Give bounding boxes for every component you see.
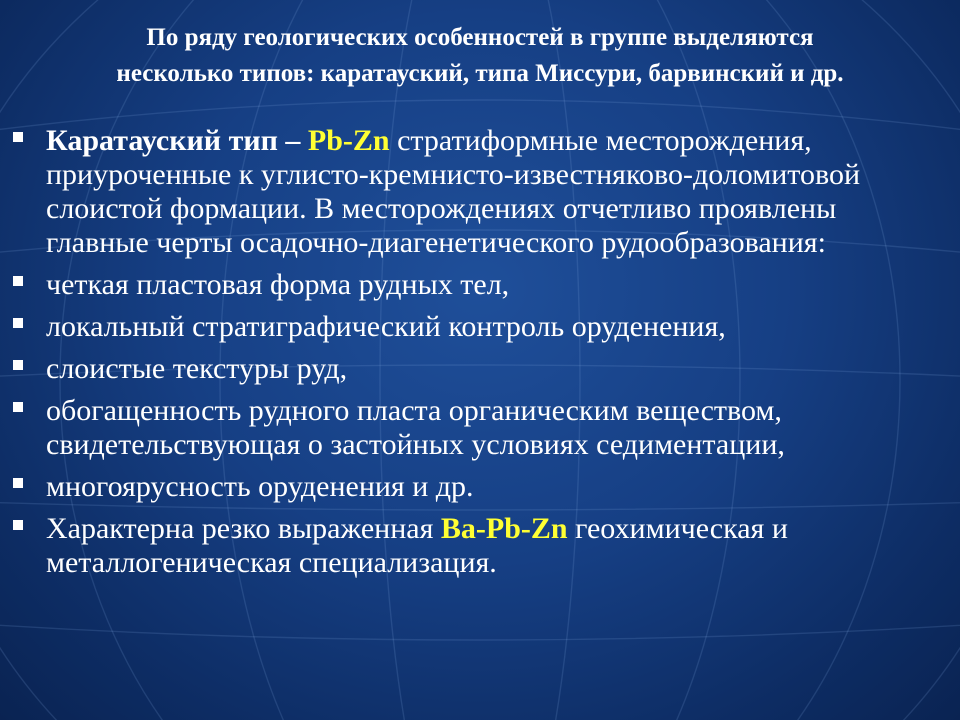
title-line-1: По ряду геологических особенностей в группе выделяются xyxy=(146,24,814,51)
item-text: локальный стратиграфический контроль оруденения, xyxy=(46,310,726,343)
title-line-2: несколько типов: каратауский, типа Миссури, барвинский и др. xyxy=(116,60,844,87)
item-highlight: Ba-Pb-Zn xyxy=(440,512,568,545)
item-text: четкая пластовая форма рудных тел, xyxy=(46,268,510,301)
bullet-list xyxy=(10,124,945,588)
square-bullet-icon xyxy=(13,402,23,412)
list-item xyxy=(10,470,945,504)
item-lead: Каратауский тип – xyxy=(46,124,308,157)
square-bullet-icon xyxy=(13,276,23,286)
square-bullet-icon xyxy=(13,360,23,370)
list-item xyxy=(10,124,945,260)
item-text: слоистые текстуры руд, xyxy=(46,352,348,385)
list-item xyxy=(10,352,945,386)
list-item xyxy=(10,394,945,462)
item-text: стратиформные месторождения, приуроченные к углисто-кремнисто-известняково-доломитовой слоистой формации. В месторождениях отчетливо проявлены главные черты осадочно-диагенетического рудообразования: xyxy=(46,124,860,259)
list-item xyxy=(10,512,945,580)
list-item xyxy=(10,268,945,302)
square-bullet-icon xyxy=(13,520,23,530)
square-bullet-icon xyxy=(13,318,23,328)
item-text: многоярусность оруденения и др. xyxy=(46,470,474,503)
item-highlight: Pb-Zn xyxy=(307,124,390,157)
item-text-after: геохимическая и металлогеническая специализация. xyxy=(46,512,788,579)
slide-title xyxy=(0,20,960,92)
item-text-before: Характерна резко выраженная xyxy=(46,512,441,545)
square-bullet-icon xyxy=(13,478,23,488)
square-bullet-icon xyxy=(13,132,23,142)
item-text: обогащенность рудного пласта органическим веществом, свидетельствующая о застойных условиях седиментации, xyxy=(46,394,785,461)
list-item xyxy=(10,310,945,344)
